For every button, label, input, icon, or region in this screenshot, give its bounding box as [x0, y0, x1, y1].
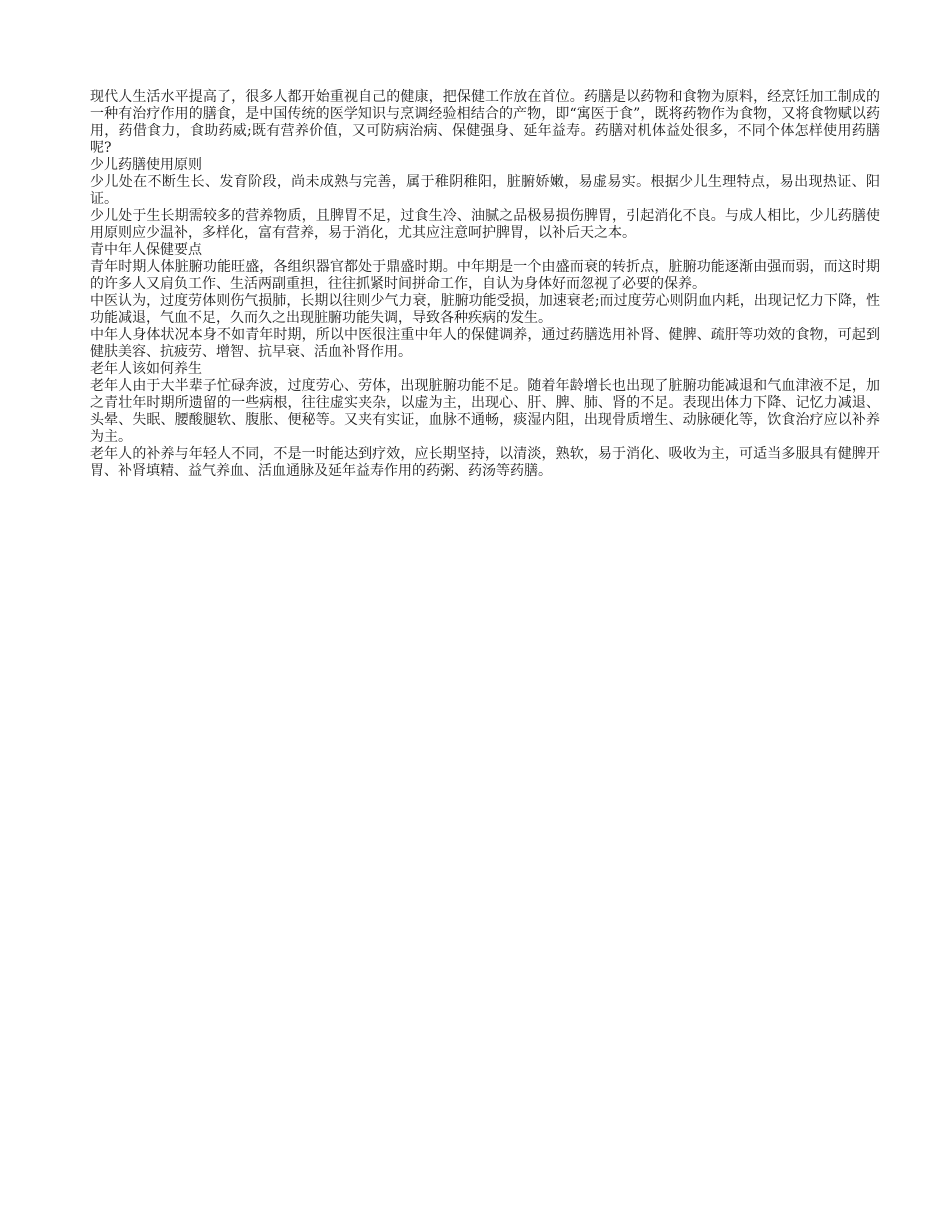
paragraph: 中医认为，过度劳体则伤气损肺，长期以往则少气力衰，脏腑功能受损，加速衰老;而过度劳心则阴血内耗，出现记忆力下降，性功能减退，气血不足，久而久之出现脏腑功能失调，导致各种疾病的发生。: [90, 293, 880, 326]
intro-paragraph: 现代人生活水平提高了，很多人都开始重视自己的健康，把保健工作放在首位。药膳是以药物和食物为原料，经烹饪加工制成的一种有治疗作用的膳食，是中国传统的医学知识与烹调经验相结合的产物，即“寓医于食”，既将药物作为食物，又将食物赋以药用，药借食力，食助药威;既有营养价值，又可防病治病、保健强身、延年益寿。药膳对机体益处很多，不同个体怎样使用药膳呢?: [90, 89, 880, 156]
paragraph: 少儿处于生长期需较多的营养物质，且脾胃不足，过食生冷、油腻之品极易损伤脾胃，引起消化不良。与成人相比，少儿药膳使用原则应少温补，多样化，富有营养，易于消化，尤其应注意呵护脾胃，以补后天之本。: [90, 208, 880, 241]
paragraph: 少儿处在不断生长、发育阶段，尚未成熟与完善，属于稚阴稚阳，脏腑娇嫩，易虚易实。根据少儿生理特点，易出现热证、阳证。: [90, 174, 880, 207]
paragraph: 老年人的补养与年轻人不同，不是一时能达到疗效，应长期坚持，以清淡，熟软，易于消化、吸收为主，可适当多服具有健脾开胃、补肾填精、益气养血、活血通脉及延年益寿作用的药粥、药汤等药膳。: [90, 446, 880, 479]
document-body: [90, 89, 880, 480]
paragraph: 中年人身体状况本身不如青年时期，所以中医很注重中年人的保健调养，通过药膳选用补肾、健脾、疏肝等功效的食物，可起到健肤美容、抗疲劳、增智、抗早衰、活血补肾作用。: [90, 327, 880, 360]
section-heading-elderly: 老年人该如何养生: [90, 361, 202, 377]
section-heading-adults: 青中年人保健要点: [90, 242, 202, 258]
paragraph: 青年时期人体脏腑功能旺盛，各组织器官都处于鼎盛时期。中年期是一个由盛而衰的转折点，脏腑功能逐渐由强而弱，而这时期的许多人又肩负工作、生活两副重担，往往抓紧时间拼命工作，自认为身体好而忽视了必要的保养。: [90, 259, 880, 292]
paragraph: 老年人由于大半辈子忙碌奔波，过度劳心、劳体，出现脏腑功能不足。随着年龄增长也出现了脏腑功能减退和气血津液不足，加之青壮年时期所遗留的一些病根，往往虚实夹杂，以虚为主，出现心、肝、脾、肺、肾的不足。表现出体力下降、记忆力减退、头晕、失眠、腰酸腿软、腹胀、便秘等。又夹有实证，血脉不通畅，痰湿内阻，出现骨质增生、动脉硬化等，饮食治疗应以补养为主。: [90, 378, 880, 445]
section-heading-children: 少儿药膳使用原则: [90, 157, 202, 173]
